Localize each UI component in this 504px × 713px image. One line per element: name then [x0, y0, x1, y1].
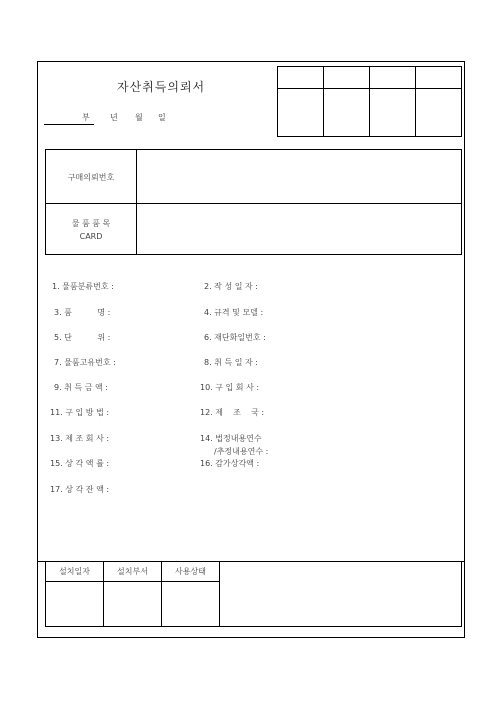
date-month-label: 월 [135, 113, 143, 122]
installation-date-cell[interactable] [46, 582, 104, 627]
approval-sign-cell[interactable] [370, 89, 416, 137]
approval-header-cell [416, 67, 462, 89]
field-item-name: 3. 품 명 : [54, 308, 111, 317]
installation-dept-header: 설치부서 [104, 562, 162, 582]
field-acquisition-amount: 9. 취 득 금 액 : [54, 383, 108, 392]
field-purchase-company: 10. 구 입 회 사 : [200, 383, 260, 392]
date-underline [44, 124, 94, 125]
item-category-field[interactable] [137, 204, 461, 254]
field-depreciation-balance: 17. 상 각 잔 액 : [50, 485, 110, 494]
date-year-label: 년 [110, 113, 118, 122]
field-spec-model: 4. 규격 및 모델 : [204, 308, 264, 317]
field-manufacturer: 13. 제 조 회 사 : [50, 434, 110, 443]
info-table [45, 149, 462, 255]
date-dept-label: 부 [82, 113, 90, 122]
field-estimated-useful-life: /추정내용연수 : [214, 447, 269, 456]
approval-sign-cell[interactable] [278, 89, 324, 137]
card-label: CARD [79, 232, 103, 241]
installation-table [45, 561, 220, 627]
field-unit: 5. 단 위 : [54, 333, 111, 342]
installation-date-header: 설치일자 [46, 562, 104, 582]
usage-status-header: 사용상태 [162, 562, 220, 582]
date-day-label: 일 [158, 113, 166, 122]
purchase-request-number-field[interactable] [137, 150, 461, 203]
approval-sign-cell[interactable] [416, 89, 462, 137]
field-foundation-file-number: 6. 재단화일번호 : [204, 333, 266, 342]
field-created-date: 2. 작 성 일 자 : [204, 282, 258, 291]
field-item-classification-number: 1. 물품분류번호 : [52, 282, 114, 291]
usage-status-cell[interactable] [162, 582, 220, 627]
approval-sign-cell[interactable] [324, 89, 370, 137]
field-purchase-method: 11. 구 입 방 법 : [50, 408, 110, 417]
field-legal-useful-life: 14. 법정내용연수 [200, 434, 262, 443]
document-frame [37, 61, 465, 638]
field-item-unique-number: 7. 물품고유번호 : [54, 358, 116, 367]
approval-table [277, 66, 462, 137]
installation-dept-cell[interactable] [104, 582, 162, 627]
field-depreciation-rate: 15. 상 각 액 률 : [50, 459, 110, 468]
approval-header-cell [370, 67, 416, 89]
field-depreciation-amount: 16. 감가상각액 : [200, 459, 260, 468]
purchase-request-number-label: 구매의뢰번호 [67, 173, 115, 182]
item-category-label: 물 품 품 목 [71, 219, 111, 228]
document-title: 자산취득의뢰서 [117, 80, 206, 94]
approval-header-cell [278, 67, 324, 89]
field-acquisition-date: 8. 취 득 일 자 : [204, 358, 258, 367]
approval-header-cell [324, 67, 370, 89]
field-manufacturing-country: 12. 제 조 국 : [200, 408, 265, 417]
